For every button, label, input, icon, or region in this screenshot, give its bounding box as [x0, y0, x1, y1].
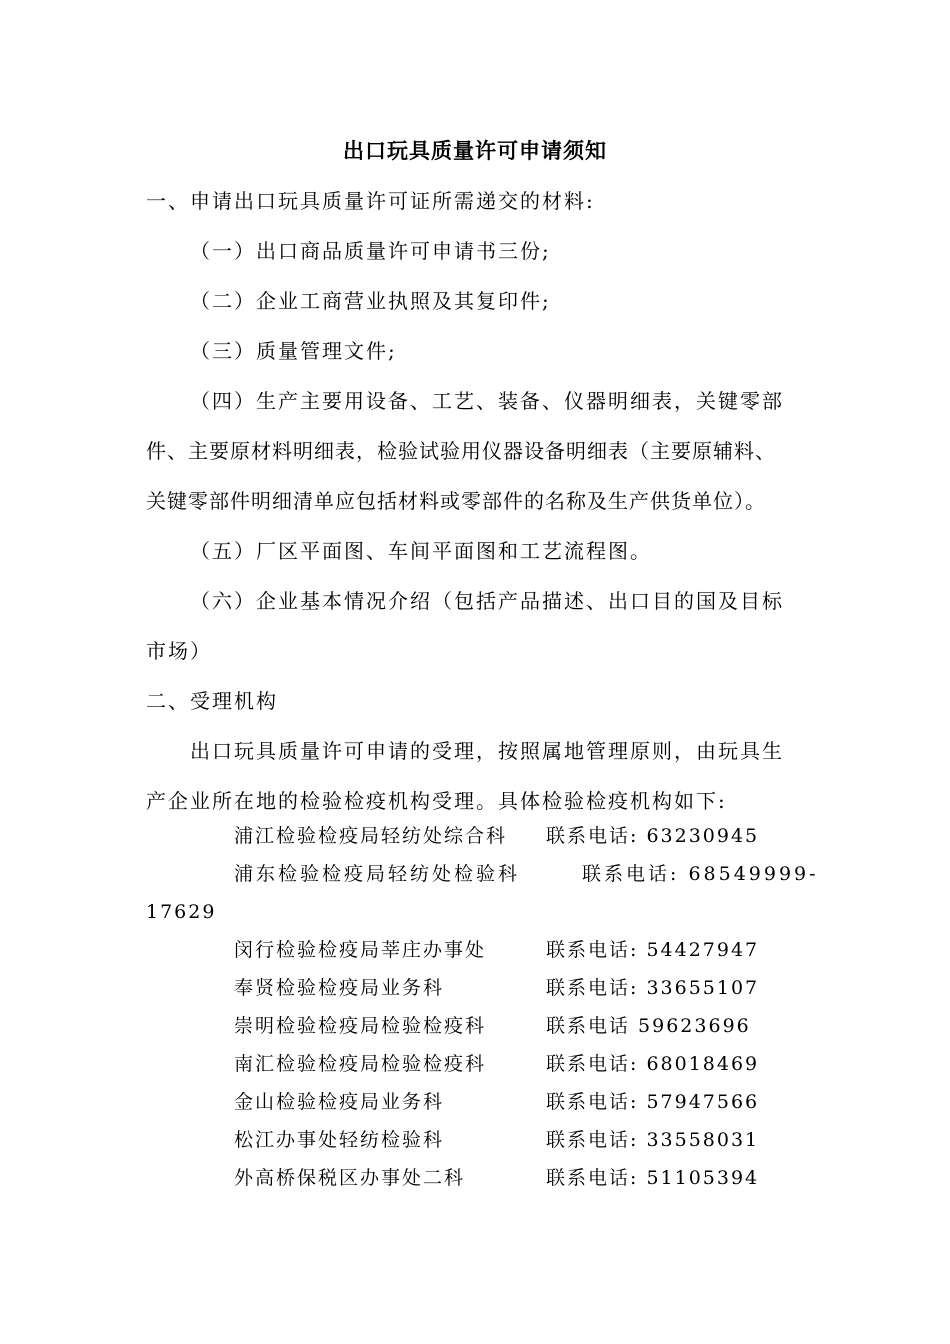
contact-office: 松江办事处轻纺检验科 [234, 1129, 445, 1151]
contact-phone: 联系电话: 51105394 [546, 1167, 760, 1189]
material-item-6-line2: 市场） [146, 639, 212, 663]
section2-paragraph-line2: 产企业所在地的检验检疫机构受理。具体检验检疫机构如下: [146, 789, 727, 813]
contact-phone: 联系电话 59623696 [546, 1015, 751, 1037]
contact-phone: 联系电话: 68018469 [546, 1053, 760, 1075]
contact-phone: 联系电话: 68549999- [582, 863, 819, 885]
material-item-4-line2: 件、主要原材料明细表，检验试验用仪器设备明细表（主要原辅料、 [146, 439, 776, 463]
contact-office: 奉贤检验检疫局业务科 [234, 977, 445, 999]
contact-phone: 联系电话: 33558031 [546, 1129, 760, 1151]
material-item-3: （三）质量管理文件; [190, 339, 397, 363]
contact-phone: 联系电话: 33655107 [546, 977, 760, 999]
material-item-4-line1: （四）生产主要用设备、工艺、装备、仪器明细表，关键零部 [190, 389, 784, 413]
contact-phone-extension: 17629 [146, 901, 217, 923]
contact-office: 外高桥保税区办事处二科 [234, 1167, 466, 1189]
contact-office: 金山检验检疫局业务科 [234, 1091, 445, 1113]
material-item-4-line3: 关键零部件明细清单应包括材料或零部件的名称及生产供货单位）。 [146, 489, 766, 513]
contact-office: 浦江检验检疫局轻纺处综合科 [234, 825, 508, 847]
contact-phone: 联系电话: 57947566 [546, 1091, 760, 1113]
contact-row-continuation [146, 898, 346, 926]
contact-office: 南汇检验检疫局检验检疫科 [234, 1053, 487, 1075]
section1-heading: 一、申请出口玩具质量许可证所需递交的材料: [146, 189, 595, 213]
material-item-5: （五）厂区平面图、车间平面图和工艺流程图。 [190, 539, 652, 563]
contact-row [234, 822, 814, 850]
document-title: 出口玩具质量许可申请须知 [343, 138, 607, 163]
contact-row [234, 1088, 814, 1116]
material-item-6-line1: （六）企业基本情况介绍（包括产品描述、出口目的国及目标 [190, 589, 784, 613]
contact-row [234, 936, 814, 964]
contact-row [234, 1126, 814, 1154]
contact-row [234, 1164, 814, 1192]
section2-heading: 二、受理机构 [146, 689, 278, 713]
contact-office: 闵行检验检疫局莘庄办事处 [234, 939, 487, 961]
contact-phone: 联系电话: 63230945 [546, 825, 760, 847]
contact-row [234, 1012, 814, 1040]
material-item-1: （一）出口商品质量许可申请书三份; [190, 239, 551, 263]
contact-office: 浦东检验检疫局轻纺处检验科 [234, 863, 521, 885]
contact-office: 崇明检验检疫局检验检疫科 [234, 1015, 487, 1037]
contact-row [234, 974, 814, 1002]
contact-row [234, 1050, 814, 1078]
section2-paragraph-line1: 出口玩具质量许可申请的受理，按照属地管理原则，由玩具生 [190, 739, 784, 763]
contact-row [234, 860, 819, 888]
contact-phone: 联系电话: 54427947 [546, 939, 760, 961]
material-item-2: （二）企业工商营业执照及其复印件; [190, 289, 551, 313]
